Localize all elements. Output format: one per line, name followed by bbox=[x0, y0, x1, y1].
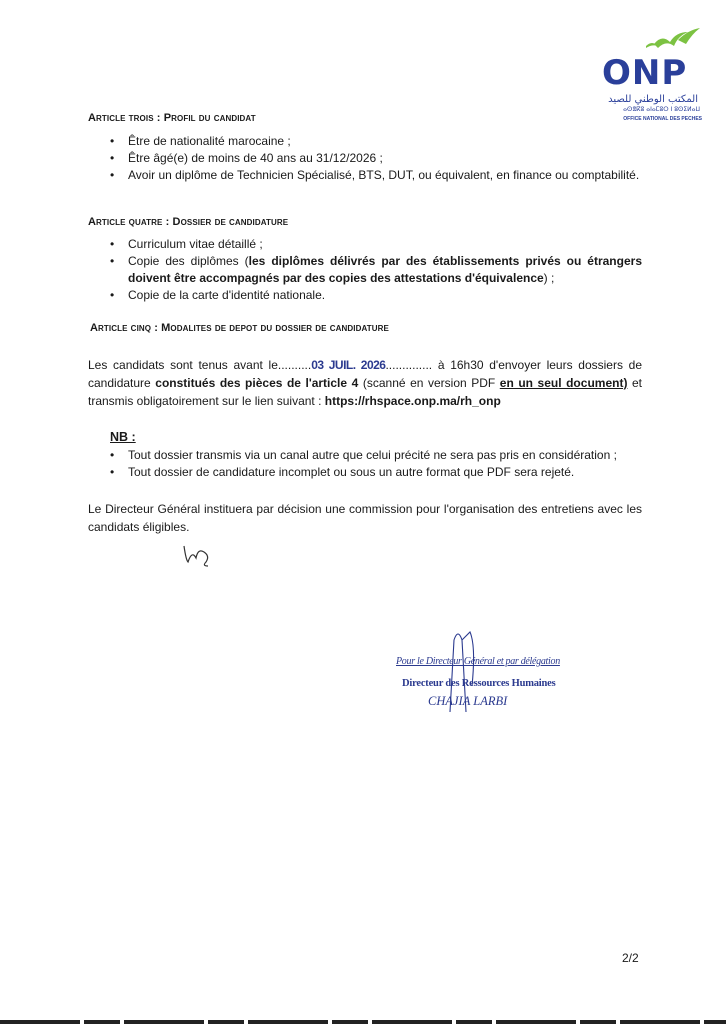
list-item: • Être de nationalité marocaine ; bbox=[106, 133, 666, 150]
logo-french: OFFICE NATIONAL DES PECHES bbox=[623, 116, 702, 122]
onp-logo bbox=[596, 26, 706, 126]
p-bold1: constitués des pièces de l'article 4 bbox=[155, 376, 359, 390]
article4-heading bbox=[88, 216, 288, 228]
scan-edge-line bbox=[0, 1020, 726, 1024]
item2-end: ) ; bbox=[543, 271, 555, 285]
onp-logo-graphic bbox=[596, 26, 706, 96]
article3-heading bbox=[88, 112, 256, 124]
p-start: Les candidats sont tenus avant le bbox=[88, 358, 278, 372]
article4-title-prefix: Article quatre : bbox=[88, 216, 170, 228]
list-item bbox=[106, 253, 642, 287]
p-mid2: et transmis obligatoirement sur le lien suivant : bbox=[88, 376, 642, 408]
logo-acronym: ONP bbox=[602, 53, 688, 93]
article5-title-rest: Modalites de depot du dossier de candidature bbox=[161, 322, 389, 334]
article4-title-rest: Dossier de candidature bbox=[172, 216, 289, 228]
article5-title-prefix: Article cinq : bbox=[90, 322, 159, 334]
article5-paragraph bbox=[88, 356, 642, 410]
article3-title-rest: Profil du candidat bbox=[163, 112, 256, 124]
article5-heading bbox=[90, 322, 389, 334]
list-item: • Avoir un diplôme de Technicien Spécialisé, BTS, DUT, ou équivalent, en finance ou comptabilité. bbox=[106, 167, 666, 184]
p-after-date: à 16h30 d'envoyer leurs dossiers de candidature bbox=[88, 358, 642, 390]
link[interactable]: https://rhspace.onp.ma/rh_onp bbox=[324, 394, 501, 408]
list-item: • Copie de la carte d'identité nationale. bbox=[106, 287, 642, 304]
signature-stamp bbox=[392, 650, 572, 720]
article3-title-prefix: Article trois : bbox=[88, 112, 161, 124]
logo-tifinagh: ⴰⵙⴻⴽⵓ ⴰⵏⴰⵎⵓⵔ ⵏ ⵓⵙⵉⵍⴰⵡ bbox=[623, 106, 700, 113]
list-item: • Curriculum vitae détaillé ; bbox=[106, 236, 642, 253]
page-number: 2/2 bbox=[622, 951, 639, 965]
initials-scribble bbox=[180, 540, 220, 570]
list-item: • Tout dossier de candidature incomplet ou sous un autre format que PDF sera rejeté. bbox=[106, 464, 646, 481]
stamp-line2: Directeur des Ressources Humaines bbox=[402, 678, 556, 689]
article3-list bbox=[106, 133, 666, 184]
dots: .............. bbox=[385, 358, 433, 372]
list-item: • Être âgé(e) de moins de 40 ans au 31/12/2026 ; bbox=[106, 150, 666, 167]
nb-label: NB : bbox=[110, 430, 136, 444]
date-stamp: 03 JUIL. 2026 bbox=[311, 358, 386, 372]
dots: .......... bbox=[277, 358, 312, 372]
stamp-line3: CHAJIA LARBI bbox=[428, 694, 508, 708]
stamp-line1: Pour le Directeur Général et par délégation bbox=[396, 656, 560, 667]
nb-list bbox=[106, 447, 646, 481]
closing-paragraph: Le Directeur Général instituera par décision une commission pour l'organisation des entretiens avec les candidats éligibles. bbox=[88, 502, 642, 534]
list-item: • Tout dossier transmis via un canal autre que celui précité ne sera pas pris en considération ; bbox=[106, 447, 646, 464]
p-bold-underlined: en un seul document) bbox=[499, 376, 628, 390]
logo-arabic: المكتب الوطني للصيد bbox=[608, 94, 698, 105]
p-mid: (scanné en version PDF bbox=[358, 376, 500, 390]
article4-list bbox=[106, 236, 642, 304]
item2-plain: Copie des diplômes ( bbox=[128, 254, 249, 268]
item2-bold: les diplômes délivrés par des établissements privés ou étrangers doivent être accompagnés par des copies des attestations d'équivalence bbox=[128, 254, 642, 285]
